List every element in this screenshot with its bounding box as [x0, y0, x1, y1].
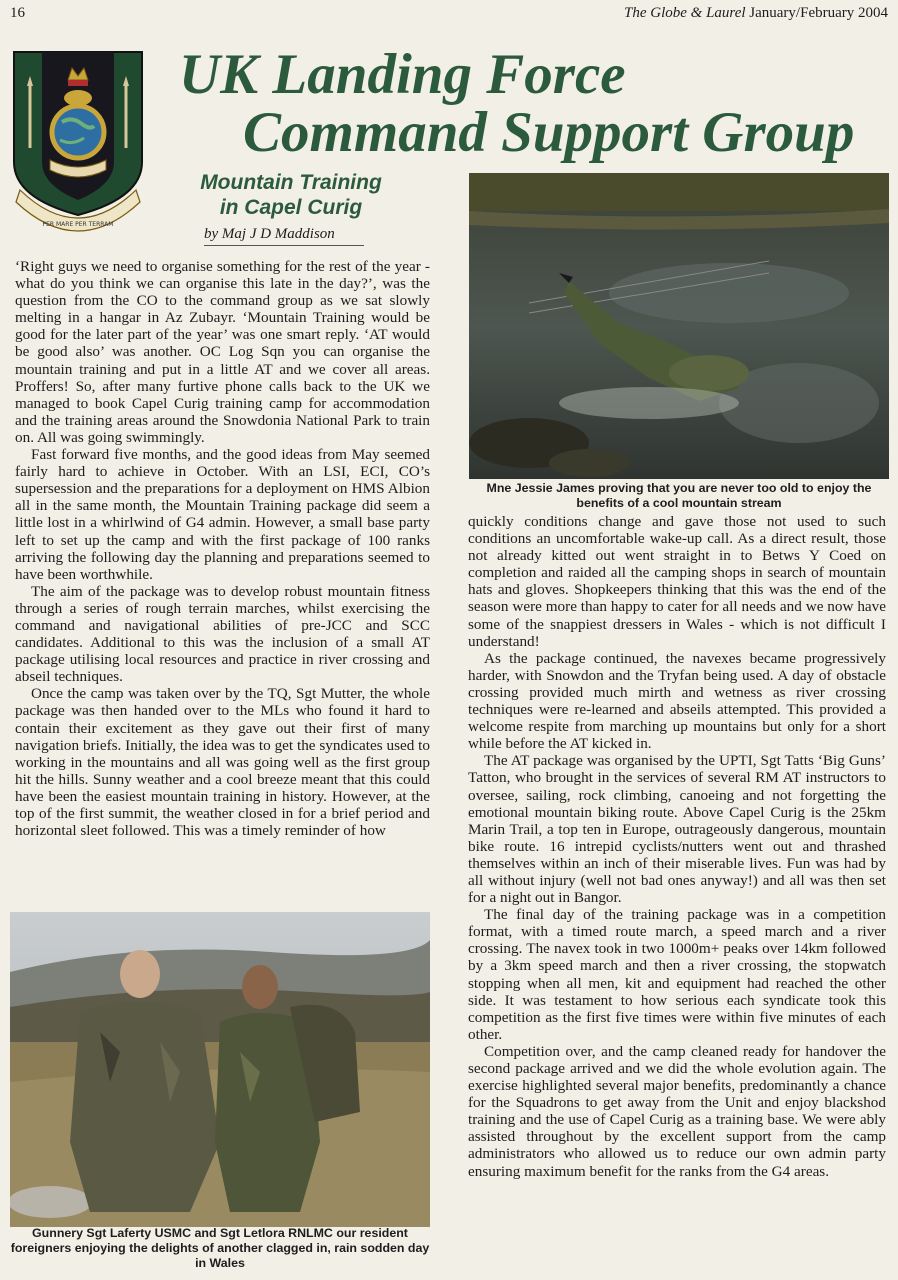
soldiers-photo	[10, 912, 430, 1227]
title-line-2: Command Support Group	[243, 101, 855, 164]
page-number: 16	[10, 5, 25, 21]
crest-motto: PER MARE PER TERRAM	[42, 221, 114, 228]
paragraph: quickly conditions change and gave those not used to such conditions an uncomfortable wake-up call. As a direct result, those not already kitted out went straight in to Betws Y Coed on completion and raided all the camping shops in search of mountain hats and gloves. Shopkeepers thinking that this was the end of the season were more than happy to cater for all needs and we now have some of the snappiest dressers in Wales - which is not difficult I understand!	[468, 513, 886, 650]
paragraph: The aim of the package was to develop robust mountain fitness through a series of rough terrain marches, whilst exercising the command and navigational abilities of pre-JCC and SCC candidates. Additional to this was the inclusion of a small AT package utilising local resources and practice in river crossing and abseil techniques.	[15, 582, 430, 686]
paragraph: Once the camp was taken over by the TQ, Sgt Mutter, the whole package was then handed over to the MLs who found it hard to contain their excitement as they gave out their first of many navigation briefs. Initially, the idea was to get the syndicates used to working in the mountains and all was going well as the first group hit the hills. Sunny weather and a cool breeze meant that this could have been the easiest mountain training in history. However, at the top of the first summit, the weather closed in for a brief period and horizontal sleet followed. This was a timely reminder of how	[15, 685, 430, 840]
paragraph: The AT package was organised by the UPTI, Sgt Tatts ‘Big Guns’ Tatton, who brought in the services of several RM AT instructors to oversee, sailing, rock climbing, canoeing and not forgetting the emotional mountain biking route. Above Capel Curig is the 25km Marin Trail, a top ten in Europe, outrageously dangerous, mountain bike route. 16 intrepid cyclists/nutters went out and thrashed themselves within an inch of their miserable lives. Fun was had by all without injury (well not bad ones anyway!) and all was then set for a night out in Bangor.	[468, 752, 886, 907]
article-title	[175, 43, 890, 164]
article-subtitle	[152, 170, 430, 220]
paragraph: As the package continued, the navexes became progressively harder, with Snowdon and the Tryfan being used. A day of obstacle crossing provided much mirth and wetness as river crossing techniques were re-learned and abseils attempted. This provided a welcome respite from marching up mountains but only for a short while before the AT kicked in.	[468, 649, 886, 753]
paragraph: ‘Right guys we need to organise something for the rest of the year - what do you think we can organise this late in the day?’, was the question from the CO to the command group as we sat slowly melting in a hangar in Az Zubayr. ‘Mountain Training would be good for the later part of the year’ was one smart reply. ‘AT would be good also’ was another. OC Log Sqn you can organise the mountain training and put in a little AT and we cover all areas. Proffers! So, after many furtive phone calls back to the UK we managed to book Capel Curig training camp for accommodation and the training areas around the Snowdonia National Park to train on. All was going swimmingly.	[15, 258, 430, 446]
right-column	[468, 513, 886, 1278]
subtitle-line-2: in Capel Curig	[219, 196, 363, 219]
left-column	[15, 258, 430, 908]
subtitle-line-1: Mountain Training	[200, 171, 382, 194]
river-crossing-photo	[469, 173, 889, 479]
running-head	[624, 5, 888, 22]
magazine-name: The Globe & Laurel	[624, 5, 746, 21]
river-photo-caption: Mne Jessie James proving that you are never too old to enjoy the benefits of a cool mountain stream	[486, 481, 872, 510]
paragraph: Fast forward five months, and the good ideas from May seemed fairly hard to achieve in October. With an LSI, ECI, CO’s supersession and the preparations for a deployment on HMS Albion all in the same month, the Mountain Training package did seem a little lost in a whirlwind of G4 admin. However, a small base party left to set up the camp and with the first package of 100 ranks arriving the following day the planning and preparations seemed to have been worthwhile.	[15, 446, 430, 583]
soldiers-photo-caption: Gunnery Sgt Laferty USMC and Sgt Letlora RNLMC our resident foreigners enjoying the delights of another clagged in, rain sodden day in Wales	[10, 1226, 430, 1270]
paragraph: Competition over, and the camp cleaned ready for handover the second package arrived and we did the whole evolution again. The exercise highlighted several major benefits, predominantly a chance for the Squadrons to get away from the Unit and enjoy blackshod training and the use of Capel Curig as a training base. We were ably assisted throughout by the excellent support from the camp administrators who allowed us to reduce our own admin party ensuring maximum benefit for the ranks from the G4 areas.	[468, 1042, 886, 1180]
title-line-1: UK Landing Force	[179, 43, 626, 106]
issue-date: January/February 2004	[749, 5, 888, 21]
royal-marines-crest-icon	[12, 50, 144, 238]
byline: by Maj J D Maddison	[204, 226, 364, 246]
paragraph: The final day of the training package was in a competition format, with a timed route march, a speed march and a river crossing. The navex took in two 1000m+ peaks over 14km followed by a 3km speed march and then a river crossing, the stopwatch stopping when all men, kit and equipment had reached the other side. It was testament to how serious each syndicate took this competition as the first five times were within five minutes of each other.	[468, 906, 886, 1043]
